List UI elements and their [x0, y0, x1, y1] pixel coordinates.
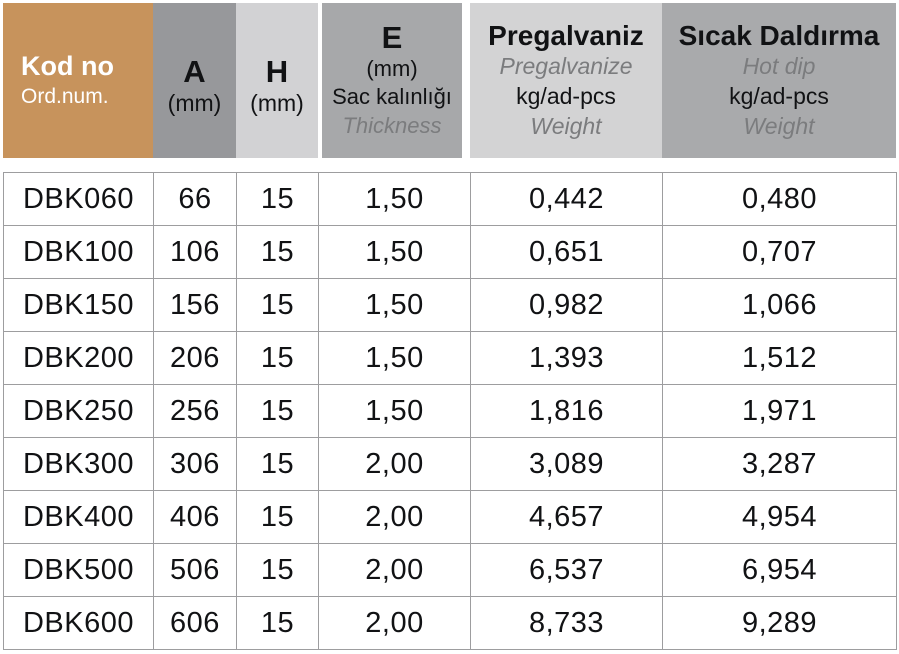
- table-cell: 0,707: [663, 226, 897, 279]
- table-row: [4, 173, 897, 226]
- table-body: [4, 173, 897, 650]
- table-cell: 4,954: [663, 491, 897, 544]
- sicak-daldirma-weight-label: Weight: [743, 113, 815, 140]
- table-cell: DBK300: [4, 438, 154, 491]
- table-cell: 0,480: [663, 173, 897, 226]
- pregalvaniz-weight-label: Weight: [530, 113, 602, 140]
- e-desc-english: Thickness: [342, 112, 442, 138]
- table-cell: 66: [154, 173, 237, 226]
- e-unit: (mm): [366, 56, 418, 82]
- table-row: [4, 279, 897, 332]
- column-header-kod-no: [3, 3, 153, 158]
- table-cell: 1,50: [319, 279, 471, 332]
- table-cell: 6,954: [663, 544, 897, 597]
- table-cell: DBK200: [4, 332, 154, 385]
- table-cell: 2,00: [319, 491, 471, 544]
- table-row: [4, 491, 897, 544]
- table-cell: 15: [237, 491, 319, 544]
- table-cell: DBK100: [4, 226, 154, 279]
- table-cell: 3,089: [471, 438, 663, 491]
- table-cell: 15: [237, 597, 319, 650]
- table-cell: 0,442: [471, 173, 663, 226]
- a-unit: (mm): [167, 89, 222, 116]
- sicak-daldirma-unit: kg/ad-pcs: [729, 83, 829, 110]
- table-cell: DBK150: [4, 279, 154, 332]
- table-cell: DBK500: [4, 544, 154, 597]
- table-cell: 1,393: [471, 332, 663, 385]
- table-cell: DBK250: [4, 385, 154, 438]
- table-cell: 15: [237, 438, 319, 491]
- table-cell: 1,816: [471, 385, 663, 438]
- table-cell: 306: [154, 438, 237, 491]
- table-cell: 206: [154, 332, 237, 385]
- table-cell: 15: [237, 173, 319, 226]
- table-cell: 6,537: [471, 544, 663, 597]
- table-cell: 1,50: [319, 226, 471, 279]
- table-cell: 2,00: [319, 438, 471, 491]
- table-cell: 3,287: [663, 438, 897, 491]
- table-cell: DBK400: [4, 491, 154, 544]
- kod-no-subtitle: Ord.num.: [21, 84, 109, 108]
- table-cell: 156: [154, 279, 237, 332]
- table-cell: 1,512: [663, 332, 897, 385]
- e-desc-turkish: Sac kalınlığı: [332, 84, 452, 110]
- h-title: H: [265, 53, 289, 89]
- pregalvaniz-subtitle-english: Pregalvanize: [499, 53, 633, 80]
- table-cell: 15: [237, 544, 319, 597]
- table-row: [4, 544, 897, 597]
- column-header-h: [236, 3, 318, 158]
- table-cell: 2,00: [319, 544, 471, 597]
- table-cell: 15: [237, 279, 319, 332]
- table-cell: 1,50: [319, 332, 471, 385]
- pregalvaniz-title: Pregalvaniz: [488, 19, 644, 51]
- table-cell: 406: [154, 491, 237, 544]
- table-cell: 606: [154, 597, 237, 650]
- table-cell: 1,066: [663, 279, 897, 332]
- kod-no-title: Kod no: [21, 51, 114, 82]
- table-cell: 15: [237, 385, 319, 438]
- sicak-daldirma-title: Sıcak Daldırma: [678, 19, 880, 51]
- table-cell: DBK060: [4, 173, 154, 226]
- table-cell: 4,657: [471, 491, 663, 544]
- column-header-e: [322, 3, 462, 158]
- table-cell: DBK600: [4, 597, 154, 650]
- table-cell: 106: [154, 226, 237, 279]
- table-row: [4, 385, 897, 438]
- a-title: A: [183, 53, 206, 89]
- table-cell: 0,651: [471, 226, 663, 279]
- table-cell: 2,00: [319, 597, 471, 650]
- table-cell: 0,982: [471, 279, 663, 332]
- table-row: [4, 438, 897, 491]
- pregalvaniz-unit: kg/ad-pcs: [516, 83, 616, 110]
- table-header-row: [3, 3, 896, 158]
- table-row: [4, 597, 897, 650]
- e-title: E: [381, 20, 403, 56]
- table-cell: 1,50: [319, 173, 471, 226]
- table-cell: 256: [154, 385, 237, 438]
- column-header-sicak-daldirma: [662, 3, 896, 158]
- table-cell: 15: [237, 226, 319, 279]
- h-unit: (mm): [250, 89, 304, 116]
- table-cell: 1,971: [663, 385, 897, 438]
- table-cell: 1,50: [319, 385, 471, 438]
- column-header-pregalvaniz: [470, 3, 662, 158]
- sicak-daldirma-subtitle-english: Hot dip: [742, 53, 816, 80]
- table-cell: 15: [237, 332, 319, 385]
- table-cell: 8,733: [471, 597, 663, 650]
- spec-data-table: [3, 172, 897, 650]
- column-header-a: [153, 3, 236, 158]
- table-cell: 9,289: [663, 597, 897, 650]
- table-row: [4, 332, 897, 385]
- table-cell: 506: [154, 544, 237, 597]
- table-row: [4, 226, 897, 279]
